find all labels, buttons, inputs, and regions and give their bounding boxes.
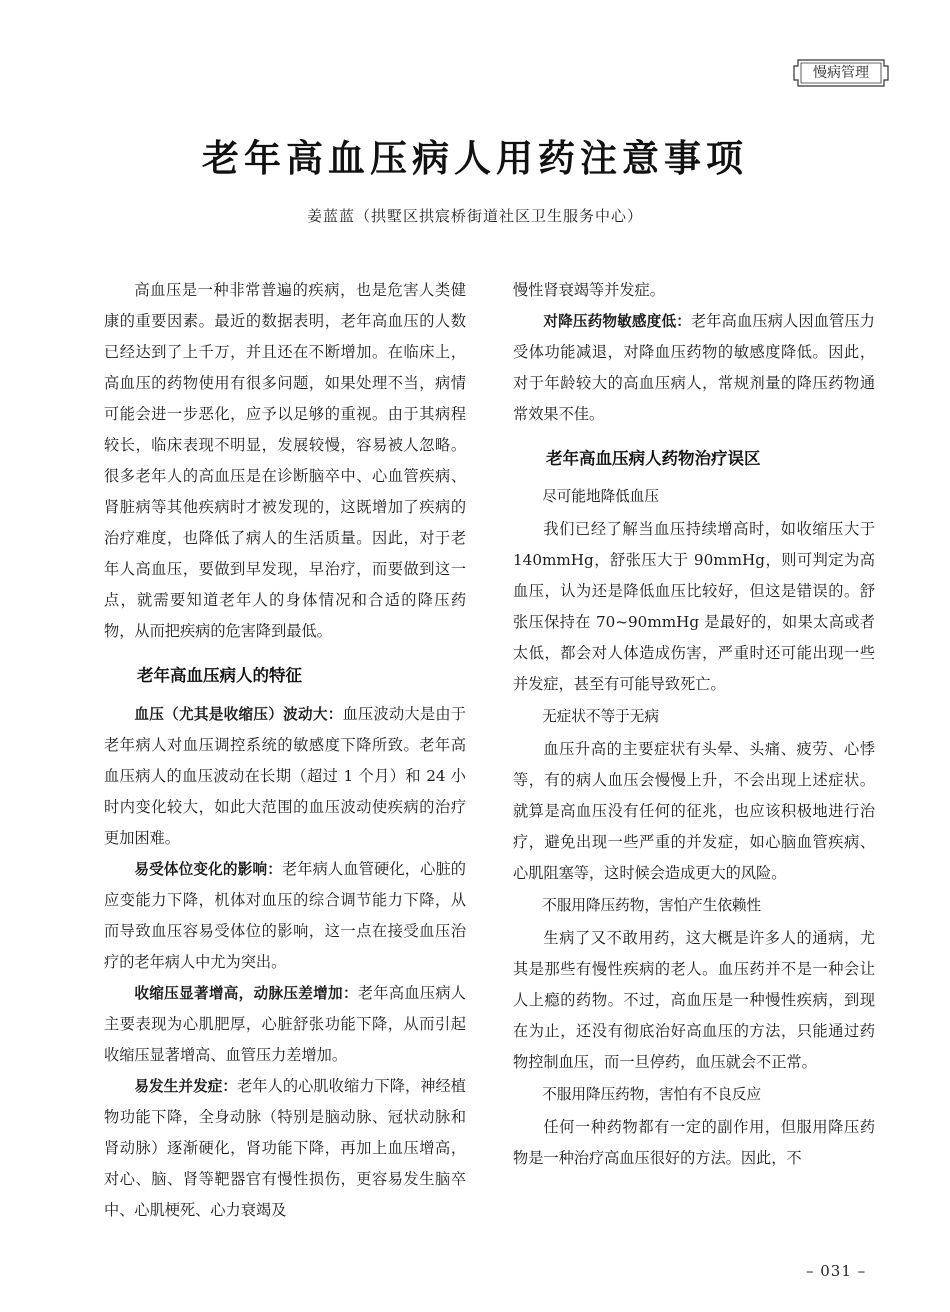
section-heading-characteristics: 老年高血压病人的特征 bbox=[137, 666, 302, 685]
paragraph-lead: 易受体位变化的影响： bbox=[134, 861, 282, 878]
section-heading-misconceptions: 老年高血压病人药物治疗误区 bbox=[546, 449, 761, 468]
paragraph-lead: 血压（尤其是收缩压）波动大： bbox=[134, 706, 343, 723]
paragraph bbox=[513, 306, 875, 430]
paragraph-body: 老年人的心肌收缩力下降，神经植物功能下降，全身动脉（特别是脑动脉、冠状动脉和肾动脉）逐渐硬化，肾功能下降，再加上血压增高，对心、脑、肾等靶器官有慢性损伤，更容易发生脑卒中、心肌梗死、心力衰竭及 bbox=[104, 1077, 466, 1219]
paragraph-body: 老年高血压病人主要表现为心肌肥厚，心脏舒张功能下降，从而引起收缩压显著增高、血管压力差增加。 bbox=[104, 984, 466, 1064]
paragraph-body: 老年高血压病人因血管压力受体功能减退，对降血压药物的敏感度降低。因此，对于年龄较大的高血压病人，常规剂量的降压药物通常效果不佳。 bbox=[513, 312, 875, 423]
paragraph-lead: 对降压药物敏感度低： bbox=[543, 313, 691, 330]
paragraph-body: 血压升高的主要症状有头晕、头痛、疲劳、心悸等，有的病人血压会慢慢上升，不会出现上述症状。就算是高血压没有任何的征兆，也应该积极地进行治疗，避免出现一些严重的并发症，如心脑血管疾病、心肌阻塞等，这时候会造成更大的风险。 bbox=[513, 740, 875, 882]
section-tag bbox=[792, 56, 890, 90]
paragraph-lead: 收缩压显著增高，动脉压差增加： bbox=[134, 985, 358, 1002]
subheading: 无症状不等于无病 bbox=[542, 708, 659, 725]
page-number: – 031 – bbox=[806, 1262, 867, 1280]
paragraph-body: 我们已经了解当血压持续增高时，如收缩压大于 140mmHg，舒张压大于 90mmHg，则可判定为高血压，认为还是降低血压比较好，但这是错误的。舒张压保持在 70~90mmHg 是最好的，如果太高或者太低，都会对人体造成伤害，严重时还可能出现一些并发症，甚至有可能导致死亡。 bbox=[513, 520, 875, 693]
paragraph-lead: 易发生并发症： bbox=[134, 1078, 238, 1095]
right-column bbox=[513, 275, 875, 1174]
subheading: 尽可能地降低血压 bbox=[542, 488, 659, 505]
subheading: 不服用降压药物，害怕产生依赖性 bbox=[542, 897, 762, 914]
paragraph bbox=[104, 854, 466, 978]
subheading: 不服用降压药物，害怕有不良反应 bbox=[542, 1086, 762, 1103]
paragraph-body: 任何一种药物都有一定的副作用，但服用降压药物是一种治疗高血压很好的方法。因此，不 bbox=[513, 1118, 875, 1167]
left-column bbox=[104, 275, 466, 1226]
continuation-paragraph: 慢性肾衰竭等并发症。 bbox=[513, 281, 665, 299]
paragraph-body: 血压波动大是由于老年病人对血压调控系统的敏感度下降所致。老年高血压病人的血压波动在长期（超过 1 个月）和 24 小时内变化较大，如此大范围的血压波动使疾病的治疗更加困难。 bbox=[104, 705, 466, 847]
intro-paragraph: 高血压是一种非常普遍的疾病，也是危害人类健康的重要因素。最近的数据表明，老年高血压的人数已经达到了上千万，并且还在不断增加。在临床上，高血压的药物使用有很多问题，如果处理不当，病情可能会进一步恶化，应予以足够的重视。由于其病程较长，临床表现不明显，发展较慢，容易被人忽略。很多老年人的高血压是在诊断脑卒中、心血管疾病、肾脏病等其他疾病时才被发现的，这既增加了疾病的治疗难度，也降低了病人的生活质量。因此，对于老年人高血压，要做到早发现，早治疗，而要做到这一点，就需要知道老年人的身体情况和合适的降压药物，从而把疾病的危害降到最低。 bbox=[104, 281, 466, 640]
paragraph-body: 生病了又不敢用药，这大概是许多人的通病，尤其是那些有慢性疾病的老人。血压药并不是一种会让人上瘾的药物。不过，高血压是一种慢性疾病，到现在为止，还没有彻底治好高血压的方法，只能通过药物控制血压，而一旦停药，血压就会不正常。 bbox=[513, 929, 875, 1071]
paragraph bbox=[104, 978, 466, 1071]
article-author: 姜蓝蓝（拱墅区拱宸桥街道社区卫生服务中心） bbox=[306, 207, 643, 225]
section-tag-label: 慢病管理 bbox=[813, 65, 869, 81]
paragraph bbox=[104, 1071, 466, 1226]
paragraph-body: 老年病人血管硬化，心脏的应变能力下降，机体对血压的综合调节能力下降，从而导致血压容易受体位的影响，这一点在接受血压治疗的老年病人中尤为突出。 bbox=[104, 860, 466, 971]
article-title: 老年高血压病人用药注意事项 bbox=[202, 137, 748, 180]
paragraph bbox=[104, 699, 466, 854]
